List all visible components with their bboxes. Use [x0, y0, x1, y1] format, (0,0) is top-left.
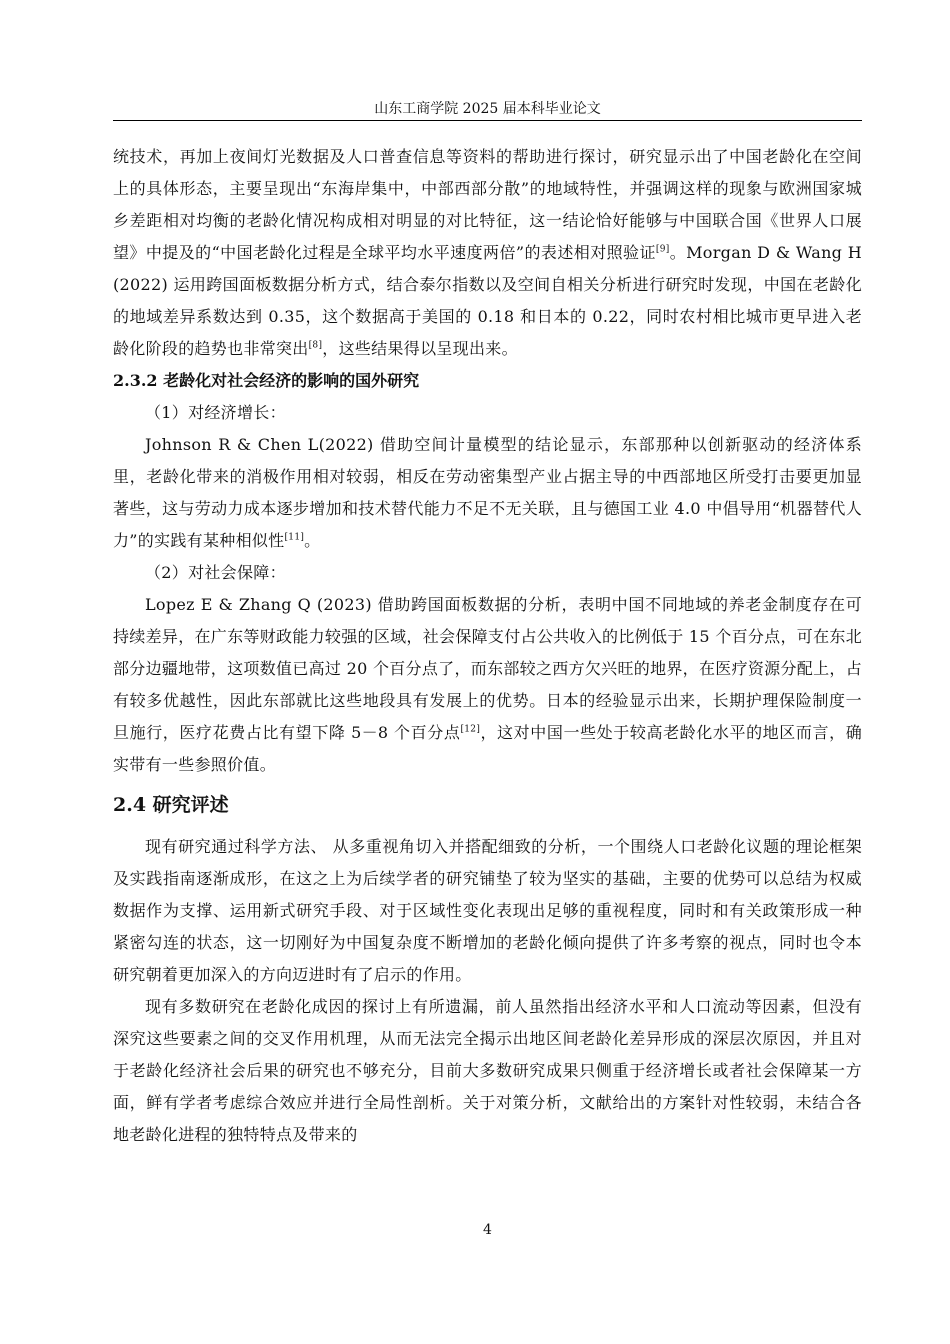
citation-ref: [9] [655, 244, 670, 255]
paragraph-text: 。Morgan D & Wang H(2022) 运用跨国面板数据分析方式，结合泰尔指数以及空间自相关分析进行研究时发现，中国在老龄化的地域差异系数达到 0.35，这个数据高于美国的 0.18 和日本的 0.22，同时农村相比城市更早进入老龄化阶段的趋势也非常突出 [113, 243, 862, 358]
paragraph-text: ，这些结果得以呈现出来。 [322, 339, 518, 358]
citation-ref: [12] [460, 724, 481, 735]
paragraph-text: 统技术，再加上夜间灯光数据及人口普查信息等资料的帮助进行探讨，研究显示出了中国老龄化在空间上的具体形态，主要呈现出“东海岸集中，中部西部分散”的地域特性，并强调这样的现象与欧洲国家城乡差距相对均衡的老龄化情况构成相对明显的对比特征，这一结论恰好能够与中国联合国《世界人口展望》中提及的“中国老龄化过程是全球平均水平速度两倍”的表述相对照验证 [113, 147, 862, 262]
header-rule [113, 120, 862, 121]
paragraph-economic-growth [113, 429, 862, 557]
citation-ref: [11] [284, 532, 305, 543]
subsection-heading: 2.3.2 老龄化对社会经济的影响的国外研究 [113, 371, 420, 390]
section-heading: 2.4 研究评述 [113, 794, 229, 816]
citation-ref: [8] [308, 340, 323, 351]
page-body [113, 141, 862, 1151]
paragraph-social-security [113, 589, 862, 781]
list-item-label: （2）对社会保障： [145, 563, 286, 582]
page-number: 4 [483, 1222, 492, 1238]
page-header: 山东工商学院 2025 届本科毕业论文 [374, 101, 601, 117]
paragraph-text: Johnson R & Chen L(2022) 借助空间计量模型的结论显示，东部那种以创新驱动的经济体系里，老龄化带来的消极作用相对较弱，相反在劳动密集型产业占据主导的中西部地区所受打击要更加显著些，这与劳动力成本逐步增加和技术替代能力不足不无关联，且与德国工业 4.0 中倡导用“机器替代人力”的实践有某种相似性 [113, 435, 862, 550]
list-item-label: （1）对经济增长： [145, 403, 286, 422]
paragraph-continuation [113, 141, 862, 365]
paragraph-text: Lopez E & Zhang Q (2023) 借助跨国面板数据的分析，表明中国不同地域的养老金制度存在可持续差异，在广东等财政能力较强的区域，社会保障支付占公共收入的比例低于 15 个百分点，可在东北部分边疆地带，这项数值已高过 20 个百分点了，而东部较之西方欠兴旺的地界，在医疗资源分配上，占有较多优越性，因此东部就比这些地段具有发展上的优势。日本的经验显示出来，长期护理保险制度一旦施行，医疗花费占比有望下降 5－8 个百分点 [113, 595, 862, 742]
paragraph-text: 。 [304, 531, 321, 550]
paragraph-review-2: 现有多数研究在老龄化成因的探讨上有所遗漏，前人虽然指出经济水平和人口流动等因素，但没有深究这些要素之间的交叉作用机理，从而无法完全揭示出地区间老龄化差异形成的深层次原因，并且对于老龄化经济社会后果的研究也不够充分，目前大多数研究成果只侧重于经济增长或者社会保障某一方面，鲜有学者考虑综合效应并进行全局性剖析。关于对策分析，文献给出的方案针对性较弱，未结合各地老龄化进程的独特特点及带来的 [113, 997, 862, 1144]
paragraph-review-1: 现有研究通过科学方法、 从多重视角切入并搭配细致的分析，一个围绕人口老龄化议题的理论框架及实践指南逐渐成形，在这之上为后续学者的研究铺垫了较为坚实的基础，主要的优势可以总结为权威数据作为支撑、运用新式研究手段、对于区域性变化表现出足够的重视程度，同时和有关政策形成一种紧密勾连的状态，这一切刚好为中国复杂度不断增加的老龄化倾向提供了许多考察的视点，同时也令本研究朝着更加深入的方向迈进时有了启示的作用。 [113, 837, 862, 984]
paragraph-text: ，这对中国一些处于较高老龄化水平的地区而言，确实带有一些参照价值。 [113, 723, 862, 774]
